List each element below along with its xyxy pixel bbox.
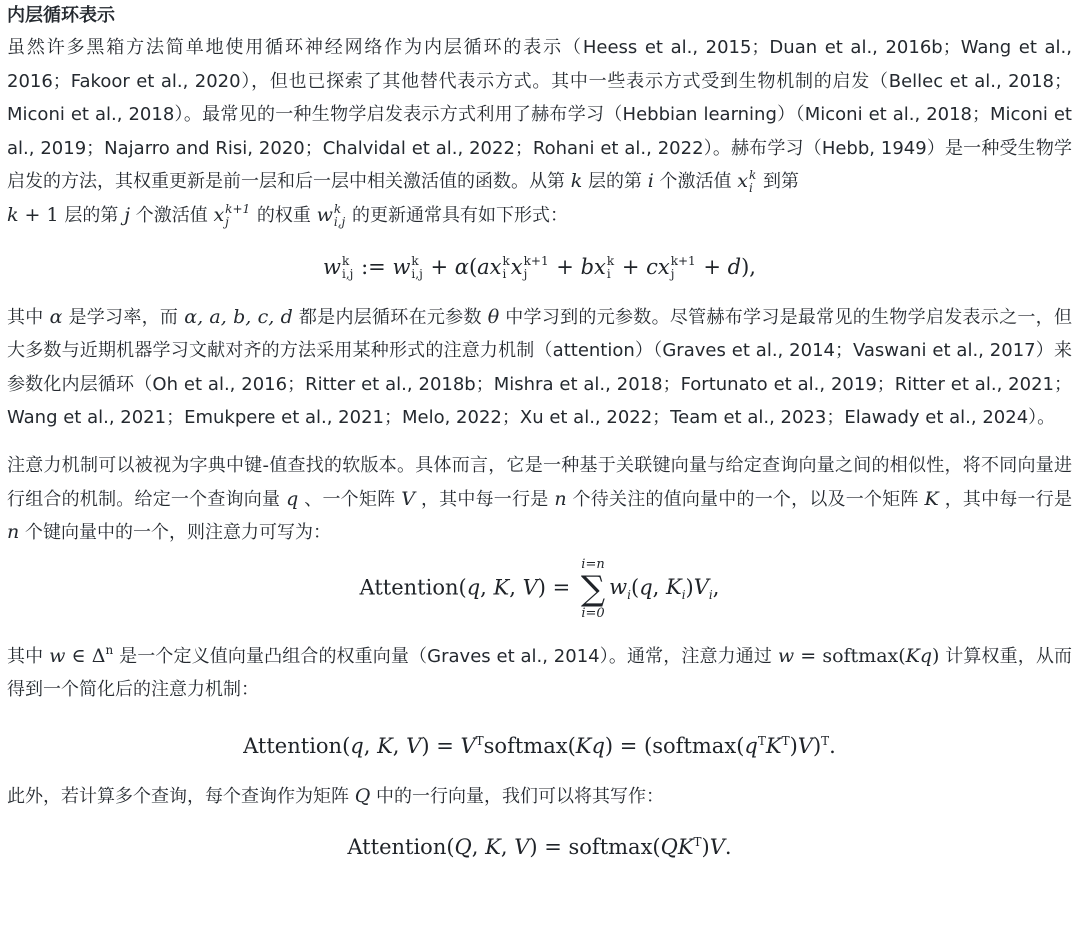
text-run: 个键向量中的一个，则注意力可写为：	[24, 522, 331, 544]
paragraph-attention-def	[7, 449, 1072, 550]
math-x-j-k1: x k+1 j	[213, 201, 251, 229]
equation-text: softmax	[483, 733, 568, 758]
math-alpha: α	[49, 305, 63, 328]
math-j: j	[124, 203, 130, 226]
equation-text: Attention	[243, 733, 343, 758]
text-run: 的更新通常具有如下形式：	[351, 204, 568, 226]
math-K: K	[924, 487, 939, 510]
text-run: 中的一行向量，我们可以将其写作：	[376, 785, 665, 807]
text-run: 个待关注的值向量中的一个，以及一个矩阵	[572, 488, 919, 510]
text-run: 个激活值	[135, 204, 208, 226]
equation-attention-matrix: Attention(Q, K, $V) = softmax(QK^T)V$.	[347, 834, 732, 859]
paragraph-hebbian: 虽然许多黑箱方法简单地使用循环神经网络作为内层循环的表示（Heess et al., 2015；Duan et al., 2016b；Wang et al., 2016；Fakoor et al., 2020），但也已探索了其他替代表示方式。其中一些表示方式受到生物机制的启发（Bellec et al., 2018；Miconi et al., 2018）。最常见的一种生物学启发表示方式利用了赫布学习（Hebbian learning）（Miconi et al., 2018；Miconi et al., 2019；Najarro and Risi, 2020；Chalvidal et al., 2022；Rohani et al., 2022）。赫布学习（Hebb, 1949）是一种受生物学启发的方法，其权重更新是前一层和后一层中相关激活值的函数。从第 k 层的第 i 个激活值 x k i 到第 k + 1 层的第 j 个激活值 x k+1 j 的权重 w k i,j 的更新通常具有如下形式：	[7, 37, 1072, 229]
math-w-simplex: w	[49, 644, 66, 667]
paragraph-attention-intro	[7, 301, 1072, 435]
paragraph-multi-query	[7, 780, 1072, 814]
math-q: q	[286, 487, 299, 510]
text-run: ，其中每一行是	[944, 488, 1072, 510]
math-Q: Q	[354, 784, 371, 807]
equation-text: softmax	[568, 834, 653, 859]
sum-symbol: i=n ∑ i=0	[580, 556, 606, 621]
text-run: 、一个矩阵	[304, 488, 396, 510]
math-w: w	[777, 644, 795, 667]
math-n: n	[554, 487, 567, 510]
text-run: 层的第	[587, 171, 642, 193]
math-n: n	[7, 521, 20, 544]
equation-attention-sum: Attention(q, K, V) = i=n ∑ i=0 $w_i(q$, $K_i)V_i$,	[359, 556, 720, 621]
equation-attention-softmax: Attention(q, K, $V) = V^Tsoftmax(Kq)$ = $(softmax(q^TK^T)V)^T$.	[243, 733, 836, 758]
math-i: i	[647, 170, 654, 193]
text-run: 是一个定义值向量凸组合的权重向量（Graves et al., 2014）。通常，注意力通过	[119, 645, 772, 667]
text-run: 到第	[763, 171, 799, 193]
equation-hebbian-update: w k i,j := w k i,j + α(ax k i x k+1 j + bx k i + cx k+1 j + d),	[323, 254, 756, 282]
equation-text: Attention	[347, 834, 447, 859]
text-run: 其中	[7, 645, 44, 667]
text-run: 个激活值	[659, 171, 732, 193]
math-k-plus-1: k	[7, 203, 19, 226]
text-run: 注意力机制可以被视为字典中键-值查找的软版本。具体而言，它是一种基于关联键向量与给定查询向量之间的相似性，将不同向量进行组合的机制。给定一个查询向量	[7, 454, 1072, 510]
text-run: 是学习率，而	[68, 306, 179, 328]
math-V: V	[401, 487, 415, 510]
text-run: 中学习到的元参数。尽管赫布学习是最常见的生物学启发表示之一，但大多数与近期机器学习文献对齐的方法采用某种形式的注意力机制（attention）（Graves et al., 2014；Vaswani et al., 2017）来参数化内层循环（Oh et al., 2016；Ritter et al., 2018b；Mishra et al., 2018；Fortunato et al., 2019；Ritter et al., 2021；Wang et al., 2021；Emukpere et al., 2021；Melo, 2022；Xu et al., 2022；Team et al., 2023；Elawady et al., 2024）。	[7, 306, 1072, 429]
equation-text: softmax	[652, 733, 737, 758]
text-run: 此外，若计算多个查询，每个查询作为矩阵	[7, 785, 349, 807]
text-run: 虽然许多黑箱方法简单地使用循环神经网络作为内层循环的表示（Heess et al., 2015；Duan et al., 2016b；Wang et al., 2016；Fakoor et al., 2020），但也已探索了其他替代表示方式。其中一些表示方式受到生物机制的启发（Bellec et al., 2018；Miconi et al., 2018）。最常见的一种生物学启发表示方式利用了赫布学习（Hebbian learning）（Miconi et al., 2018；Miconi et al., 2019；Najarro and Risi, 2020；Chalvidal et al., 2022；Rohani et al., 2022）。赫布学习（Hebb, 1949）是一种受生物学启发的方法，其权重更新是前一层和后一层中相关激活值的函数。从第	[7, 37, 1072, 193]
math-theta: θ	[487, 305, 500, 328]
paragraph-softmax: 其中 w ∈ $\Delta^n$ 是一个定义值向量凸组合的权重向量（Graves et al., 2014）。通常，注意力通过 w = softmax(Kq) 计算权重，从而得到一个简化后的注意力机制：	[7, 642, 1073, 701]
math-k: k	[570, 170, 583, 193]
text-run: 计算权重，从而得到一个简化后的注意力机制：	[7, 645, 1073, 701]
text-run: 其中	[7, 306, 44, 328]
math-x-i-k: x k i	[737, 168, 757, 196]
math-params: α, a, b, c, d	[184, 305, 293, 328]
text-run: 层的第	[64, 204, 119, 226]
equation-text: Attention	[359, 575, 459, 600]
text-run: ，其中每一行是	[420, 488, 549, 510]
section-heading: 内层循环表示	[7, 5, 115, 26]
math-w-ij-k: w k i,j	[316, 201, 346, 229]
text-run: 都是内层循环在元参数	[298, 306, 482, 328]
text-run: 的权重	[256, 204, 311, 226]
